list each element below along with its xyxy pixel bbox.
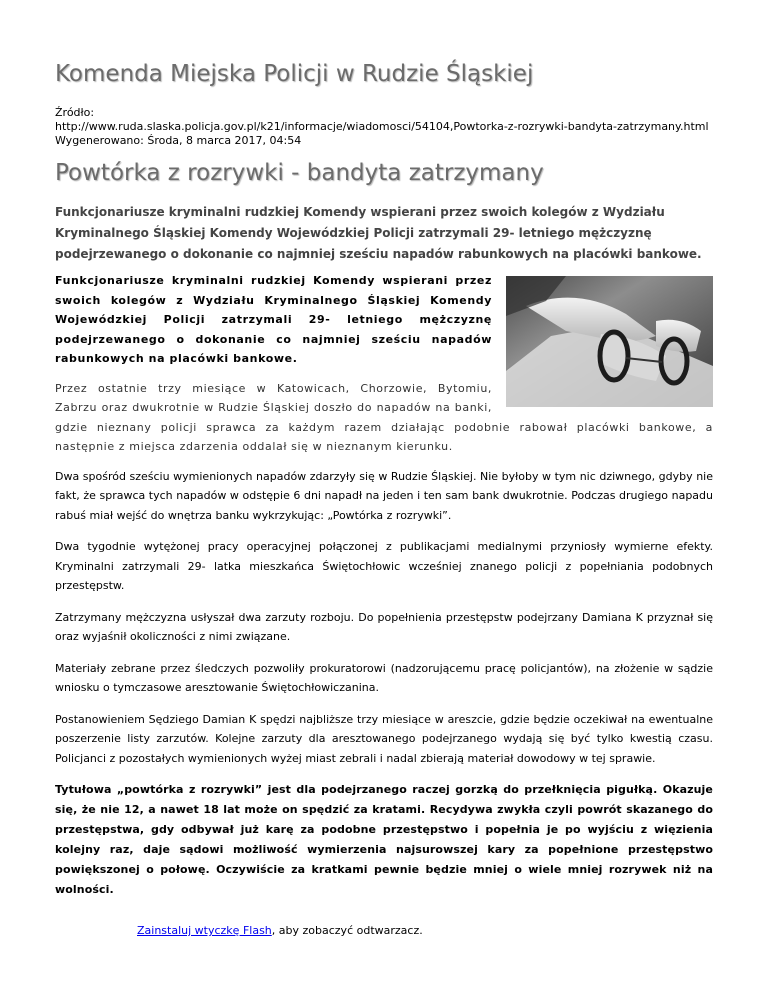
generated-date: Wygenerowano: Środa, 8 marca 2017, 04:54: [55, 134, 302, 147]
paragraph-1: Przez ostatnie trzy miesiące w Katowicach, Chorzowie, Bytomiu, Zabrzu oraz dwukrotnie w Rudzie Śląskiej doszło do napadów na banki, gdzie nieznany policji sprawca za każdym razem działając podobnie rabował placówki bankowe, a następnie z miejsca zdarzenia oddalał się w nieznanym kierunku.: [55, 381, 713, 453]
flash-notice: [137, 924, 713, 937]
install-flash-link[interactable]: Zainstaluj wtyczkę Flash: [137, 924, 272, 937]
intro-bold: Funkcjonariusze kryminalni rudzkiej Komendy wspierani przez swoich kolegów z Wydziału Kryminalnego Śląskiej Komendy Wojewódzkiej Policji zatrzymali 29- letniego mężczyznę podejrzewanego o dokonanie co najmniej sześciu napadów rabunkowych na placówki bankowe.: [55, 274, 492, 365]
paragraph-5: Materiały zebrane przez śledczych pozwoliły prokuratorowi (nadzorującemu pracę policjantów), na złożenie w sądzie wniosku o tymczasowe aresztowanie Świętochłowiczanina.: [55, 661, 713, 694]
article-title: Powtórka z rozrywki - bandyta zatrzymany: [55, 160, 544, 186]
site-title: Komenda Miejska Policji w Rudzie Śląskiej: [55, 61, 534, 87]
paragraph-6: Postanowieniem Sędziego Damian K spędzi najbliższe trzy miesiące w areszcie, gdzie będzie oczekiwał na ewentualne poszerzenie listy zarzutów. Kolejne zarzuty dla aresztowanego podejrzanego wydają się być tylko kwestią czasu. Policjanci z pozostałych wymienionych wyżej miast zebrali i nadal zbierają materiał dowodowy w tej sprawie.: [55, 712, 713, 765]
paragraph-7: Tytułowa „powtórka z rozrywki” jest dla podejrzanego raczej gorzką do przełknięcia pigułką. Okazuje się, że nie 12, a nawet 18 lat może on spędzić za kratami. Recydywa zwykła czyli powrót skazanego do przestępstwa, gdy odbywał już karę za podobne przestępstwo i popełnia je po wyjściu z więzienia kolejny raz, daje sądowi możliwość wymierzenia najsurowszej kary za popełnione przestępstwo powiększonej o połowę. Oczywiście za kratkami pewnie będzie mniej o wiele mniej rozrywek niż na wolności.: [55, 783, 713, 896]
flash-notice-suffix: , aby zobaczyć odtwarzacz.: [271, 924, 423, 937]
source-url: http://www.ruda.slaska.policja.gov.pl/k21/informacje/wiadomosci/54104,Powtorka-z-rozrywki-bandyta-zatrzymany.html: [55, 120, 709, 133]
paragraph-4: Zatrzymany mężczyzna usłyszał dwa zarzuty rozboju. Do popełnienia przestępstw podejrzany Damiana K przyznał się oraz wyjaśnił okoliczności z nimi związane.: [55, 610, 713, 643]
paragraph-3: Dwa tygodnie wytężonej pracy operacyjnej połączonej z publikacjami medialnymi przyniosły wymierne efekty. Kryminalni zatrzymali 29- latka mieszkańca Świętochłowic wcześniej znanego policji z popełniania podobnych przestępstw.: [55, 540, 713, 592]
source-label: Źródło:: [55, 106, 95, 119]
source-meta: [55, 106, 713, 148]
article-lead: Funkcjonariusze kryminalni rudzkiej Komendy wspierani przez swoich kolegów z Wydziału Kryminalnego Śląskiej Komendy Wojewódzkiej Policji zatrzymali 29- letniego mężczyznę podejrzewanego o dokonanie co najmniej sześciu napadów rabunkowych na placówki bankowe.: [55, 205, 702, 261]
intro-block: [55, 271, 713, 467]
paragraph-2: Dwa spośród sześciu wymienionych napadów zdarzyły się w Rudzie Śląskiej. Nie byłoby w tym nic dziwnego, gdyby nie fakt, że sprawca tych napadów w odstępie 6 dni napadł na jeden i ten sam bank dwukrotnie. Podczas drugiego napadu rabuś miał wejść do wnętrza banku wykrzykując: „Powtórka z rozrywki”.: [55, 469, 713, 522]
handcuffs-photo: [506, 276, 713, 407]
